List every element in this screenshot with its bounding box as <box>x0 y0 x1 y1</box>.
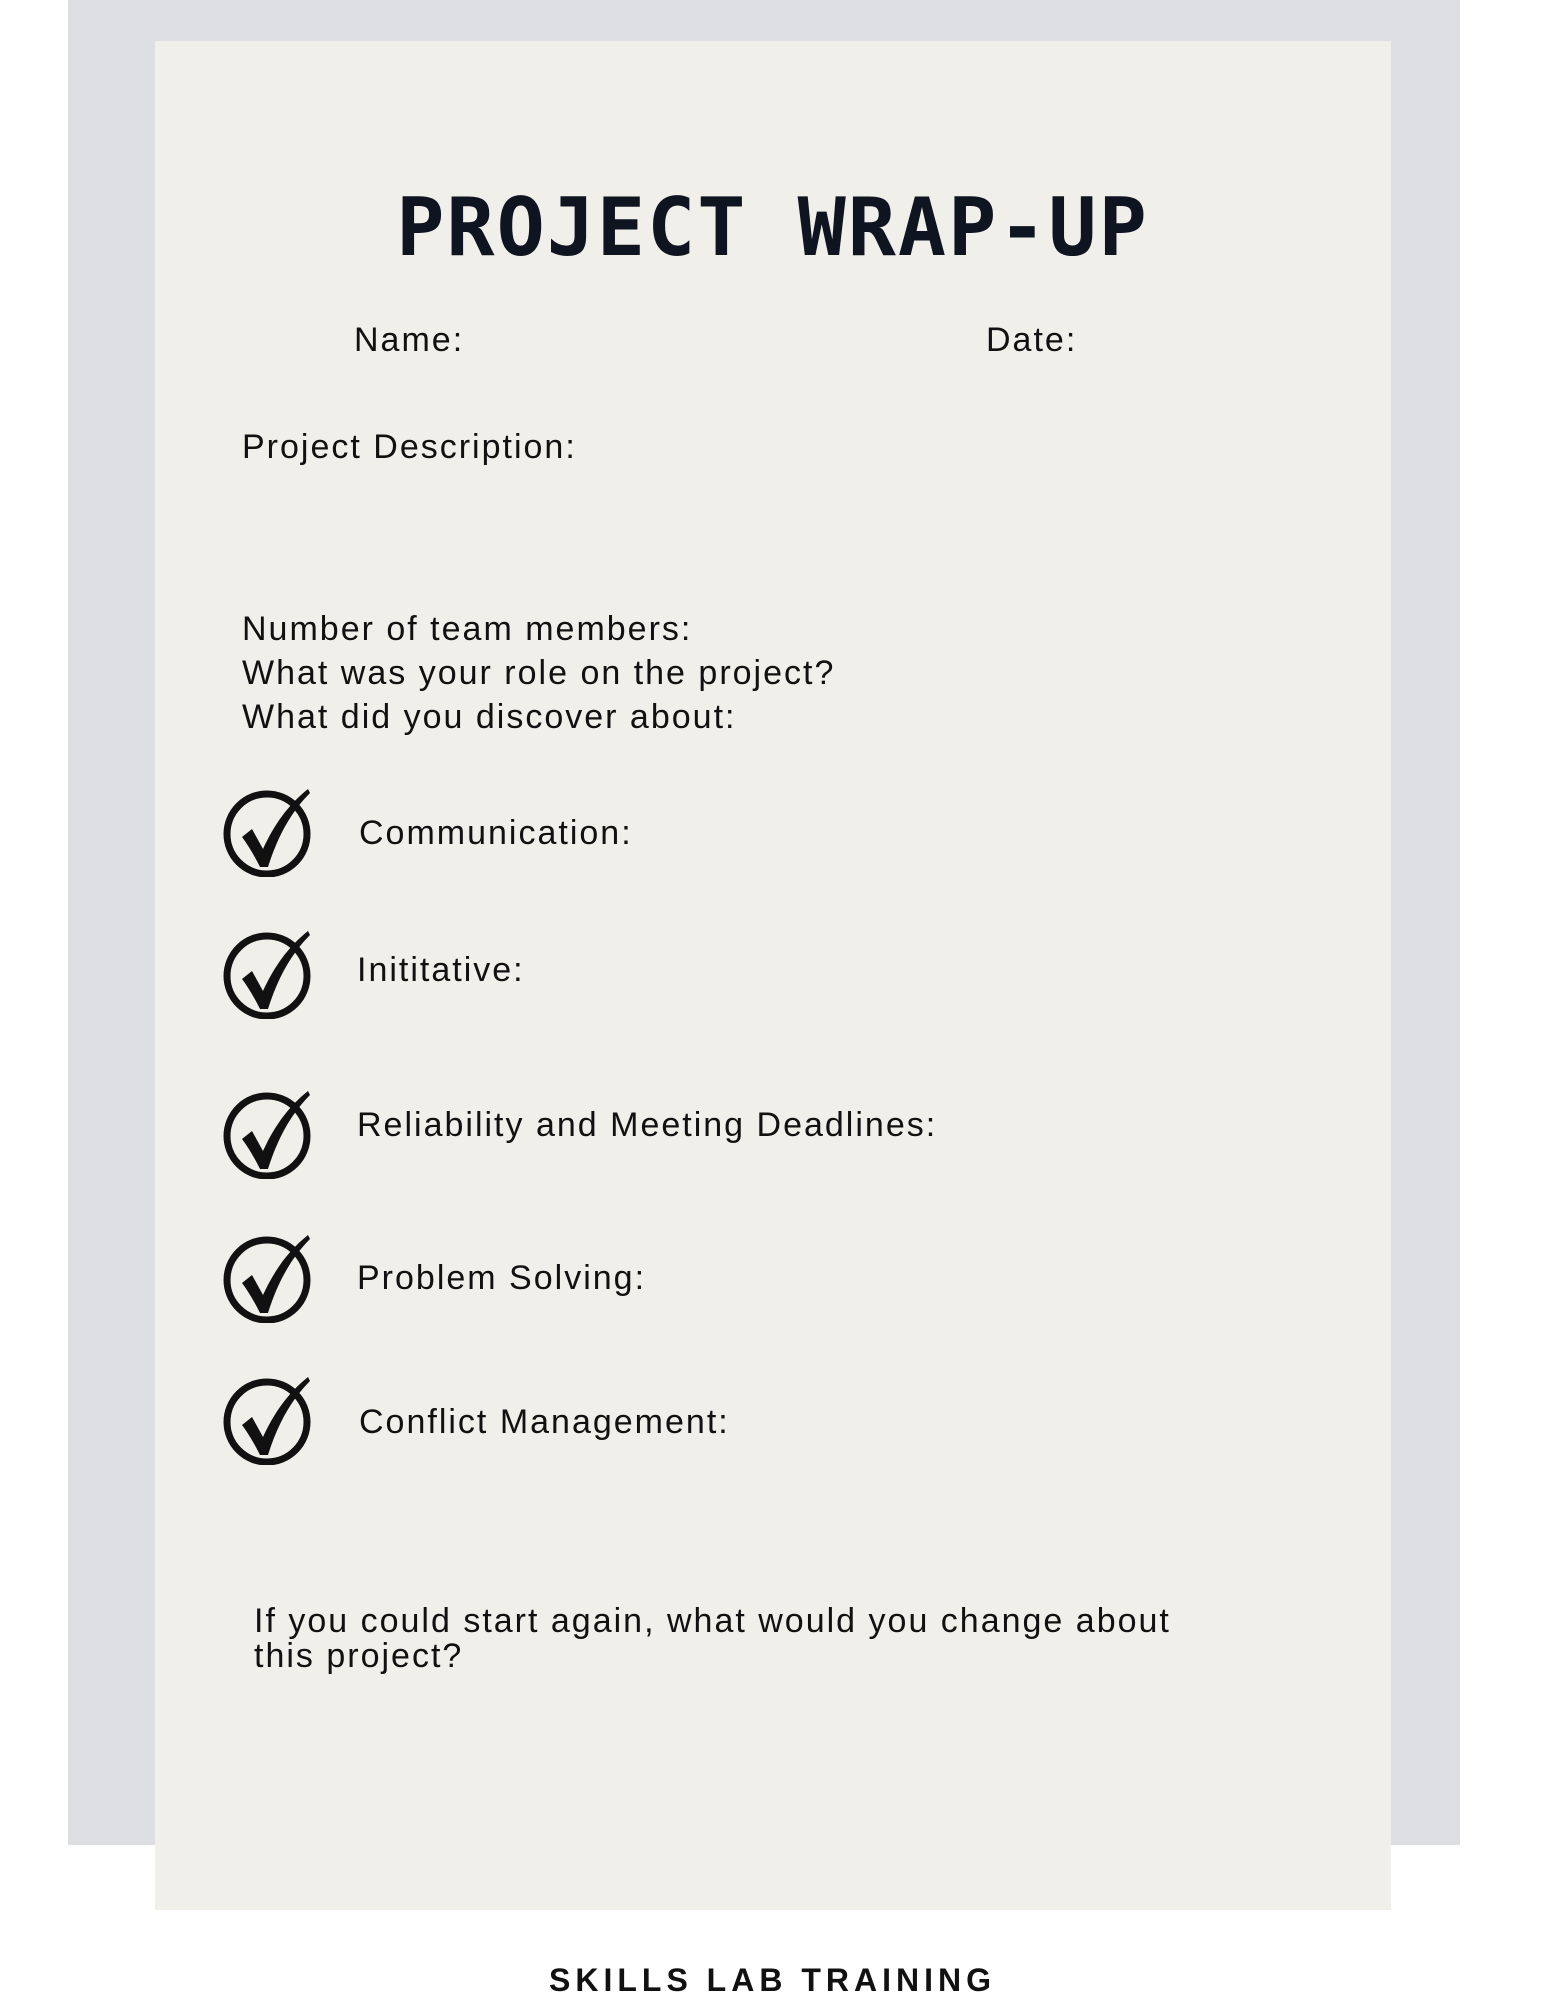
discover-question: What did you discover about: <box>242 698 737 736</box>
checklist-item-reliability: Reliability and Meeting Deadlines: <box>357 1106 938 1144</box>
checkmark-circle-icon <box>222 927 312 1019</box>
role-question: What was your role on the project? <box>242 654 836 692</box>
checklist-item-communication: Communication: <box>359 814 633 852</box>
change-question-line2: this project? <box>254 1637 464 1675</box>
checkmark-circle-icon <box>222 785 312 877</box>
footer-brand: SKILLS LAB TRAINING <box>549 1962 996 1998</box>
checklist-item-problem-solving: Problem Solving: <box>357 1259 647 1297</box>
team-members-label: Number of team members: <box>242 610 693 648</box>
checkmark-circle-icon <box>222 1087 312 1179</box>
project-description-label: Project Description: <box>242 428 577 466</box>
page-title: PROJECT WRAP-UP <box>396 181 1149 274</box>
checklist-item-conflict-management: Conflict Management: <box>359 1403 730 1441</box>
date-label: Date: <box>986 321 1078 359</box>
checkmark-circle-icon <box>222 1231 312 1323</box>
change-question-line1: If you could start again, what would you change about <box>254 1602 1171 1640</box>
name-label: Name: <box>354 321 465 359</box>
checklist-item-initiative: Inititative: <box>357 951 525 989</box>
checkmark-circle-icon <box>222 1373 312 1465</box>
